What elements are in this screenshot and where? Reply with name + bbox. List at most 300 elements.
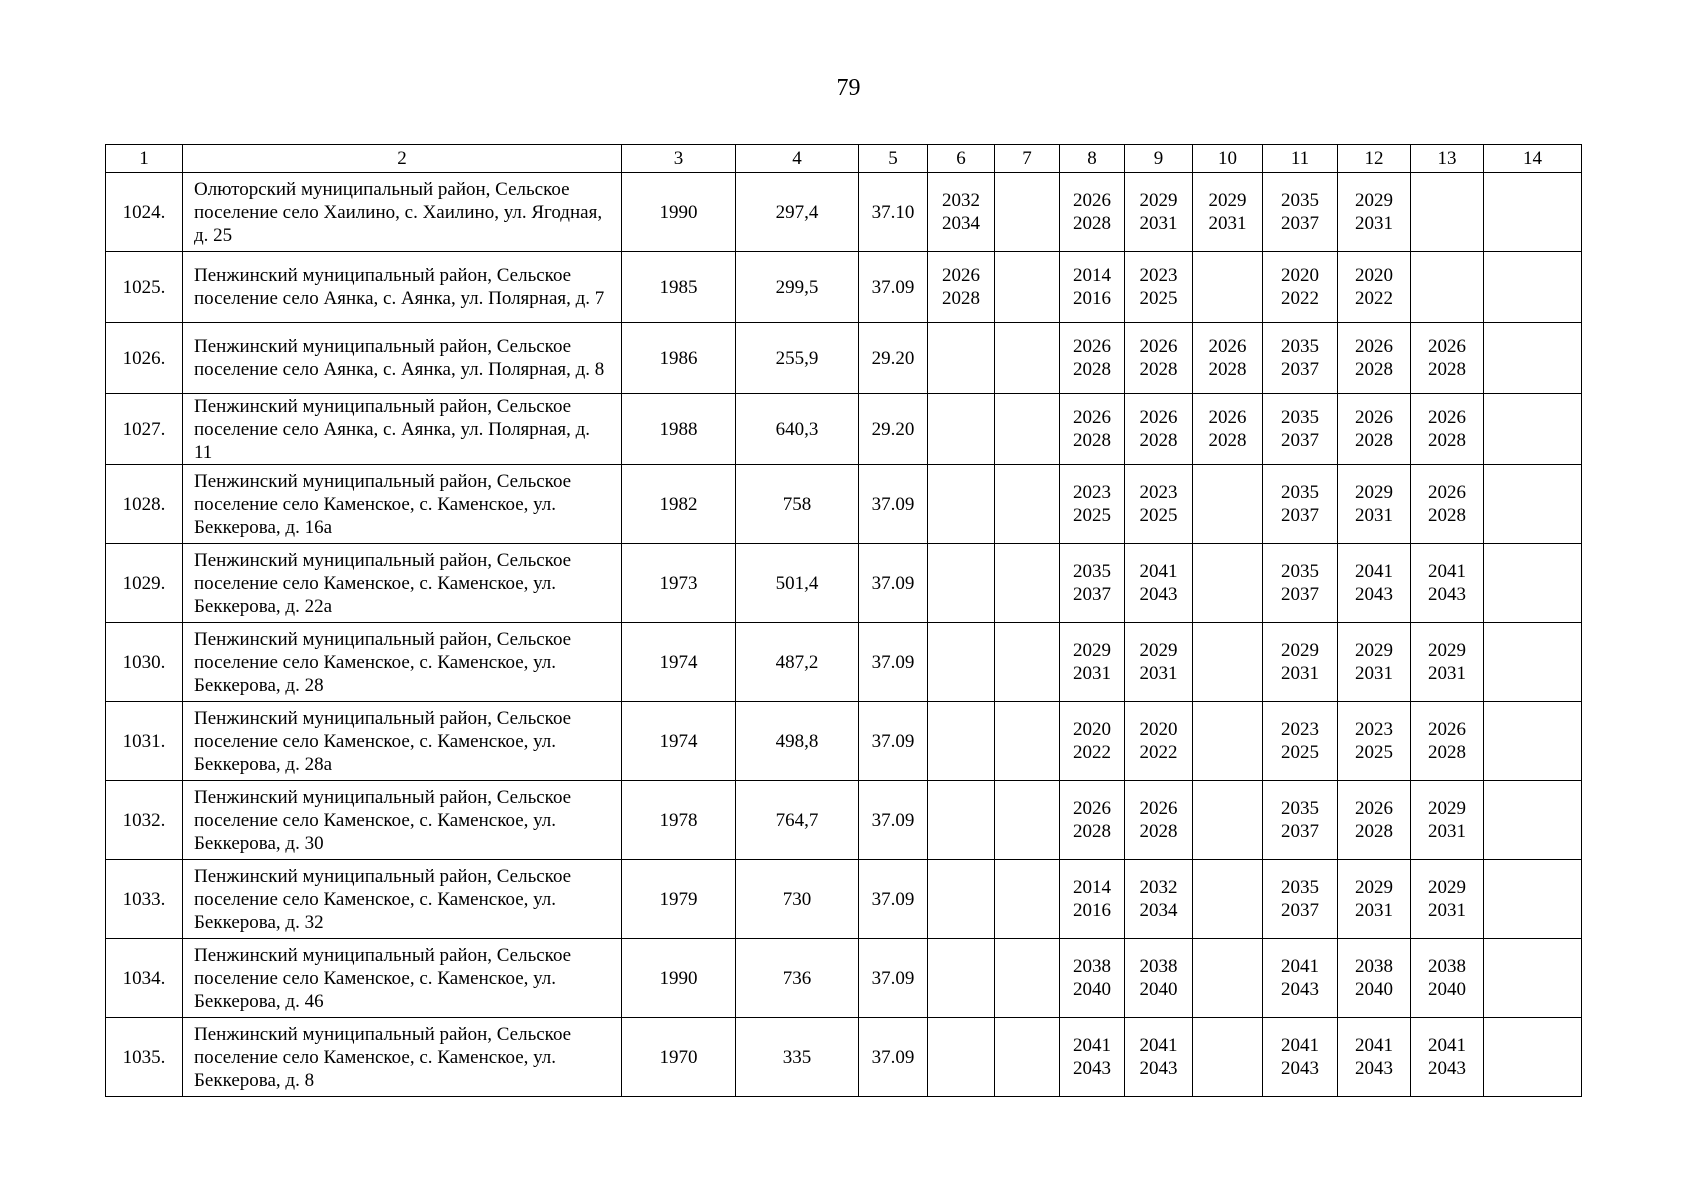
- column-14-cell: [1484, 1018, 1582, 1097]
- period-start-year: 2041: [1139, 1035, 1178, 1056]
- area-cell: 764,7: [736, 781, 859, 860]
- period-end-year: 2028: [1139, 821, 1178, 842]
- period-cell-7: [995, 781, 1060, 860]
- period-start-year: 2038: [1428, 956, 1466, 977]
- column-header-11: 11: [1263, 145, 1338, 173]
- code-cell: 37.09: [859, 860, 928, 939]
- row-number: 1024.: [106, 173, 183, 252]
- period-end-year: 2028: [1428, 742, 1466, 763]
- period-start-year: 2023: [1139, 265, 1178, 286]
- period-end-year: 2043: [1073, 1058, 1111, 1079]
- period-cell-11: [1263, 781, 1338, 860]
- period-end-year: 2043: [1281, 1058, 1319, 1079]
- period-end-year: 2028: [1073, 213, 1111, 234]
- period-end-year: 2028: [1073, 359, 1111, 380]
- period-end-year: 2016: [1073, 288, 1111, 309]
- period-end-year: 2028: [1428, 505, 1466, 526]
- address-cell: Пенжинский муниципальный район, Сельское поселение село Каменское, с. Каменское, ул. Беккерова, д. 28: [183, 623, 622, 702]
- period-start-year: 2020: [1073, 719, 1111, 740]
- period-cell-9: [1125, 781, 1193, 860]
- code-cell: 37.09: [859, 1018, 928, 1097]
- period-end-year: 2040: [1139, 979, 1178, 1000]
- code-cell: 37.09: [859, 939, 928, 1018]
- period-end-year: 2025: [1355, 742, 1393, 763]
- column-header-5: 5: [859, 145, 928, 173]
- period-cell-10: [1193, 702, 1263, 781]
- year-cell: 1978: [622, 781, 736, 860]
- period-start-year: 2029: [1139, 640, 1178, 661]
- period-cell-7: [995, 173, 1060, 252]
- period-cell-8: [1060, 252, 1125, 323]
- period-start-year: 2026: [1355, 798, 1393, 819]
- period-end-year: 2028: [1355, 359, 1393, 380]
- period-end-year: 2028: [1208, 430, 1247, 451]
- page-number: 79: [836, 75, 861, 101]
- area-cell: 297,4: [736, 173, 859, 252]
- period-cell-11: [1263, 173, 1338, 252]
- period-start-year: 2035: [1281, 877, 1319, 898]
- period-cell-12: [1338, 173, 1411, 252]
- column-14-cell: [1484, 394, 1582, 465]
- period-end-year: 2028: [1208, 359, 1247, 380]
- code-cell: 37.10: [859, 173, 928, 252]
- period-start-year: 2029: [1355, 190, 1393, 211]
- address-cell: Пенжинский муниципальный район, Сельское поселение село Каменское, с. Каменское, ул. Беккерова, д. 46: [183, 939, 622, 1018]
- period-cell-13: [1411, 394, 1484, 465]
- period-end-year: 2031: [1139, 663, 1178, 684]
- year-cell: 1985: [622, 252, 736, 323]
- period-start-year: 2020: [1281, 265, 1319, 286]
- period-cell-13: [1411, 623, 1484, 702]
- address-cell: Пенжинский муниципальный район, Сельское поселение село Аянка, с. Аянка, ул. Полярная, д. 8: [183, 323, 622, 394]
- period-cell-10: [1193, 781, 1263, 860]
- period-cell-13: [1411, 939, 1484, 1018]
- table-row: [106, 173, 1582, 252]
- period-cell-13: [1411, 860, 1484, 939]
- period-end-year: 2028: [1355, 430, 1393, 451]
- period-cell-7: [995, 252, 1060, 323]
- period-end-year: 2034: [1139, 900, 1178, 921]
- period-start-year: 2026: [1208, 336, 1247, 357]
- period-cell-12: [1338, 702, 1411, 781]
- row-number: 1035.: [106, 1018, 183, 1097]
- period-cell-6: [928, 252, 995, 323]
- period-cell-6: [928, 544, 995, 623]
- period-end-year: 2037: [1281, 505, 1319, 526]
- period-end-year: 2031: [1355, 900, 1393, 921]
- period-start-year: 2014: [1073, 877, 1111, 898]
- period-start-year: 2035: [1073, 561, 1111, 582]
- period-start-year: 2041: [1281, 956, 1319, 977]
- period-end-year: 2043: [1428, 1058, 1466, 1079]
- period-start-year: 2023: [1073, 482, 1111, 503]
- period-start-year: 2026: [1073, 336, 1111, 357]
- period-cell-10: [1193, 623, 1263, 702]
- period-end-year: 2031: [1428, 663, 1466, 684]
- period-end-year: 2031: [1073, 663, 1111, 684]
- address-cell: Пенжинский муниципальный район, Сельское поселение село Каменское, с. Каменское, ул. Беккерова, д. 28а: [183, 702, 622, 781]
- period-start-year: 2020: [1139, 719, 1178, 740]
- year-cell: 1974: [622, 702, 736, 781]
- period-end-year: 2028: [1073, 430, 1111, 451]
- table-body: [106, 173, 1582, 1097]
- period-end-year: 2025: [1073, 505, 1111, 526]
- row-number: 1028.: [106, 465, 183, 544]
- period-end-year: 2022: [1139, 742, 1178, 763]
- period-cell-9: [1125, 173, 1193, 252]
- period-start-year: 2026: [1428, 407, 1466, 428]
- code-cell: 37.09: [859, 623, 928, 702]
- period-cell-9: [1125, 939, 1193, 1018]
- period-end-year: 2031: [1428, 900, 1466, 921]
- year-cell: 1973: [622, 544, 736, 623]
- area-cell: 758: [736, 465, 859, 544]
- header-row: [106, 145, 1582, 173]
- period-cell-12: [1338, 1018, 1411, 1097]
- column-header-6: 6: [928, 145, 995, 173]
- row-number: 1034.: [106, 939, 183, 1018]
- code-cell: 37.09: [859, 702, 928, 781]
- row-number: 1025.: [106, 252, 183, 323]
- table-row: [106, 860, 1582, 939]
- period-cell-11: [1263, 544, 1338, 623]
- column-header-1: 1: [106, 145, 183, 173]
- period-cell-9: [1125, 544, 1193, 623]
- period-cell-11: [1263, 623, 1338, 702]
- period-start-year: 2038: [1073, 956, 1111, 977]
- period-cell-9: [1125, 252, 1193, 323]
- period-end-year: 2037: [1073, 584, 1111, 605]
- period-cell-12: [1338, 394, 1411, 465]
- period-end-year: 2028: [1139, 430, 1178, 451]
- column-header-8: 8: [1060, 145, 1125, 173]
- column-14-cell: [1484, 781, 1582, 860]
- period-cell-12: [1338, 623, 1411, 702]
- period-start-year: 2026: [1073, 798, 1111, 819]
- period-cell-12: [1338, 323, 1411, 394]
- period-end-year: 2025: [1139, 288, 1178, 309]
- period-cell-7: [995, 702, 1060, 781]
- period-start-year: 2038: [1355, 956, 1393, 977]
- period-end-year: 2028: [1428, 359, 1466, 380]
- year-cell: 1970: [622, 1018, 736, 1097]
- period-start-year: 2041: [1428, 1035, 1466, 1056]
- period-start-year: 2026: [1139, 407, 1178, 428]
- housing-register-table: [105, 144, 1582, 1097]
- period-cell-7: [995, 939, 1060, 1018]
- period-end-year: 2040: [1355, 979, 1393, 1000]
- period-end-year: 2025: [1281, 742, 1319, 763]
- period-end-year: 2040: [1428, 979, 1466, 1000]
- code-cell: 37.09: [859, 544, 928, 623]
- period-start-year: 2026: [1355, 336, 1393, 357]
- period-cell-12: [1338, 544, 1411, 623]
- period-end-year: 2031: [1208, 213, 1247, 234]
- period-cell-6: [928, 702, 995, 781]
- period-start-year: 2035: [1281, 336, 1319, 357]
- address-cell: Олюторский муниципальный район, Сельское поселение село Хаилино, с. Хаилино, ул. Ягодная, д. 25: [183, 173, 622, 252]
- period-cell-6: [928, 394, 995, 465]
- period-cell-13: [1411, 702, 1484, 781]
- row-number: 1026.: [106, 323, 183, 394]
- period-end-year: 2028: [942, 288, 980, 309]
- period-start-year: 2026: [1428, 482, 1466, 503]
- period-cell-9: [1125, 465, 1193, 544]
- period-cell-9: [1125, 394, 1193, 465]
- area-cell: 730: [736, 860, 859, 939]
- code-cell: 29.20: [859, 394, 928, 465]
- table-row: [106, 939, 1582, 1018]
- period-cell-7: [995, 465, 1060, 544]
- period-cell-11: [1263, 323, 1338, 394]
- period-cell-11: [1263, 860, 1338, 939]
- period-start-year: 2014: [1073, 265, 1111, 286]
- period-end-year: 2028: [1073, 821, 1111, 842]
- period-start-year: 2029: [1428, 798, 1466, 819]
- period-start-year: 2026: [1355, 407, 1393, 428]
- address-cell: Пенжинский муниципальный район, Сельское поселение село Каменское, с. Каменское, ул. Беккерова, д. 22а: [183, 544, 622, 623]
- period-cell-10: [1193, 544, 1263, 623]
- period-start-year: 2035: [1281, 407, 1319, 428]
- period-start-year: 2029: [1208, 190, 1247, 211]
- period-cell-9: [1125, 702, 1193, 781]
- period-end-year: 2037: [1281, 821, 1319, 842]
- period-end-year: 2022: [1281, 288, 1319, 309]
- period-start-year: 2041: [1073, 1035, 1111, 1056]
- period-end-year: 2028: [1428, 430, 1466, 451]
- year-cell: 1982: [622, 465, 736, 544]
- period-cell-13: [1411, 173, 1484, 252]
- period-start-year: 2041: [1355, 1035, 1393, 1056]
- area-cell: 736: [736, 939, 859, 1018]
- period-cell-9: [1125, 623, 1193, 702]
- column-14-cell: [1484, 702, 1582, 781]
- period-cell-9: [1125, 323, 1193, 394]
- period-cell-8: [1060, 465, 1125, 544]
- period-start-year: 2032: [1139, 877, 1178, 898]
- period-start-year: 2035: [1281, 482, 1319, 503]
- column-header-12: 12: [1338, 145, 1411, 173]
- period-cell-8: [1060, 939, 1125, 1018]
- period-cell-10: [1193, 394, 1263, 465]
- column-header-10: 10: [1193, 145, 1263, 173]
- period-end-year: 2037: [1281, 900, 1319, 921]
- period-end-year: 2037: [1281, 430, 1319, 451]
- period-cell-8: [1060, 544, 1125, 623]
- table-row: [106, 1018, 1582, 1097]
- period-cell-10: [1193, 1018, 1263, 1097]
- period-cell-6: [928, 1018, 995, 1097]
- period-start-year: 2029: [1281, 640, 1319, 661]
- table-header: [106, 145, 1582, 173]
- column-14-cell: [1484, 939, 1582, 1018]
- period-start-year: 2026: [942, 265, 980, 286]
- column-14-cell: [1484, 323, 1582, 394]
- row-number: 1031.: [106, 702, 183, 781]
- period-start-year: 2029: [1428, 640, 1466, 661]
- period-cell-7: [995, 544, 1060, 623]
- code-cell: 37.09: [859, 252, 928, 323]
- period-end-year: 2043: [1281, 979, 1319, 1000]
- table-row: [106, 323, 1582, 394]
- period-end-year: 2022: [1355, 288, 1393, 309]
- period-cell-12: [1338, 860, 1411, 939]
- period-cell-8: [1060, 623, 1125, 702]
- year-cell: 1979: [622, 860, 736, 939]
- column-header-3: 3: [622, 145, 736, 173]
- period-start-year: 2038: [1139, 956, 1178, 977]
- area-cell: 299,5: [736, 252, 859, 323]
- row-number: 1027.: [106, 394, 183, 465]
- column-14-cell: [1484, 860, 1582, 939]
- period-start-year: 2029: [1073, 640, 1111, 661]
- period-start-year: 2026: [1139, 798, 1178, 819]
- period-start-year: 2035: [1281, 561, 1319, 582]
- period-cell-7: [995, 860, 1060, 939]
- area-cell: 335: [736, 1018, 859, 1097]
- period-cell-8: [1060, 173, 1125, 252]
- period-cell-10: [1193, 252, 1263, 323]
- period-start-year: 2023: [1139, 482, 1178, 503]
- table-row: [106, 623, 1582, 702]
- period-cell-6: [928, 860, 995, 939]
- column-header-14: 14: [1484, 145, 1582, 173]
- column-14-cell: [1484, 623, 1582, 702]
- period-end-year: 2025: [1139, 505, 1178, 526]
- period-end-year: 2022: [1073, 742, 1111, 763]
- period-start-year: 2026: [1073, 407, 1111, 428]
- address-cell: Пенжинский муниципальный район, Сельское поселение село Каменское, с. Каменское, ул. Беккерова, д. 30: [183, 781, 622, 860]
- period-end-year: 2043: [1428, 584, 1466, 605]
- period-cell-10: [1193, 465, 1263, 544]
- period-start-year: 2035: [1281, 798, 1319, 819]
- address-cell: Пенжинский муниципальный район, Сельское поселение село Аянка, с. Аянка, ул. Полярная, д. 11: [183, 394, 622, 465]
- column-14-cell: [1484, 544, 1582, 623]
- period-cell-6: [928, 323, 995, 394]
- code-cell: 37.09: [859, 781, 928, 860]
- period-cell-8: [1060, 323, 1125, 394]
- row-number: 1029.: [106, 544, 183, 623]
- period-start-year: 2026: [1139, 336, 1178, 357]
- period-cell-10: [1193, 860, 1263, 939]
- period-start-year: 2029: [1355, 877, 1393, 898]
- period-end-year: 2031: [1355, 213, 1393, 234]
- row-number: 1033.: [106, 860, 183, 939]
- period-cell-8: [1060, 1018, 1125, 1097]
- period-start-year: 2029: [1355, 482, 1393, 503]
- period-cell-13: [1411, 252, 1484, 323]
- period-cell-7: [995, 623, 1060, 702]
- period-end-year: 2037: [1281, 584, 1319, 605]
- address-cell: Пенжинский муниципальный район, Сельское поселение село Каменское, с. Каменское, ул. Беккерова, д. 32: [183, 860, 622, 939]
- period-cell-13: [1411, 323, 1484, 394]
- area-cell: 255,9: [736, 323, 859, 394]
- period-start-year: 2026: [1428, 336, 1466, 357]
- period-cell-11: [1263, 939, 1338, 1018]
- year-cell: 1990: [622, 173, 736, 252]
- period-cell-10: [1193, 173, 1263, 252]
- period-start-year: 2026: [1428, 719, 1466, 740]
- period-end-year: 2043: [1139, 1058, 1178, 1079]
- period-cell-13: [1411, 544, 1484, 623]
- period-cell-11: [1263, 1018, 1338, 1097]
- period-cell-12: [1338, 939, 1411, 1018]
- area-cell: 487,2: [736, 623, 859, 702]
- period-cell-10: [1193, 323, 1263, 394]
- table-row: [106, 781, 1582, 860]
- period-start-year: 2041: [1355, 561, 1393, 582]
- period-start-year: 2023: [1281, 719, 1319, 740]
- period-start-year: 2029: [1428, 877, 1466, 898]
- period-cell-12: [1338, 465, 1411, 544]
- period-cell-11: [1263, 465, 1338, 544]
- period-cell-6: [928, 781, 995, 860]
- period-start-year: 2029: [1139, 190, 1178, 211]
- period-start-year: 2041: [1139, 561, 1178, 582]
- period-end-year: 2031: [1355, 663, 1393, 684]
- period-cell-10: [1193, 939, 1263, 1018]
- period-start-year: 2035: [1281, 190, 1319, 211]
- period-cell-12: [1338, 252, 1411, 323]
- period-end-year: 2043: [1139, 584, 1178, 605]
- column-header-9: 9: [1125, 145, 1193, 173]
- year-cell: 1990: [622, 939, 736, 1018]
- period-cell-7: [995, 1018, 1060, 1097]
- period-start-year: 2041: [1281, 1035, 1319, 1056]
- period-end-year: 2031: [1139, 213, 1178, 234]
- period-start-year: 2041: [1428, 561, 1466, 582]
- period-cell-7: [995, 323, 1060, 394]
- period-end-year: 2034: [942, 213, 980, 234]
- period-start-year: 2026: [1073, 190, 1111, 211]
- column-header-13: 13: [1411, 145, 1484, 173]
- period-start-year: 2029: [1355, 640, 1393, 661]
- period-end-year: 2037: [1281, 213, 1319, 234]
- period-cell-12: [1338, 781, 1411, 860]
- period-cell-8: [1060, 394, 1125, 465]
- code-cell: 37.09: [859, 465, 928, 544]
- table-row: [106, 465, 1582, 544]
- table-row: [106, 702, 1582, 781]
- period-end-year: 2037: [1281, 359, 1319, 380]
- period-end-year: 2016: [1073, 900, 1111, 921]
- period-cell-8: [1060, 702, 1125, 781]
- column-14-cell: [1484, 252, 1582, 323]
- period-cell-6: [928, 939, 995, 1018]
- period-cell-7: [995, 394, 1060, 465]
- period-cell-11: [1263, 252, 1338, 323]
- period-cell-6: [928, 465, 995, 544]
- period-cell-13: [1411, 1018, 1484, 1097]
- column-14-cell: [1484, 465, 1582, 544]
- period-cell-11: [1263, 394, 1338, 465]
- area-cell: 501,4: [736, 544, 859, 623]
- period-cell-13: [1411, 465, 1484, 544]
- period-cell-8: [1060, 781, 1125, 860]
- period-start-year: 2032: [942, 190, 980, 211]
- address-cell: Пенжинский муниципальный район, Сельское поселение село Каменское, с. Каменское, ул. Беккерова, д. 8: [183, 1018, 622, 1097]
- period-end-year: 2031: [1281, 663, 1319, 684]
- address-cell: Пенжинский муниципальный район, Сельское поселение село Каменское, с. Каменское, ул. Беккерова, д. 16а: [183, 465, 622, 544]
- period-end-year: 2040: [1073, 979, 1111, 1000]
- period-start-year: 2026: [1208, 407, 1247, 428]
- period-cell-6: [928, 173, 995, 252]
- period-start-year: 2020: [1355, 265, 1393, 286]
- area-cell: 498,8: [736, 702, 859, 781]
- column-header-4: 4: [736, 145, 859, 173]
- column-14-cell: [1484, 173, 1582, 252]
- column-header-7: 7: [995, 145, 1060, 173]
